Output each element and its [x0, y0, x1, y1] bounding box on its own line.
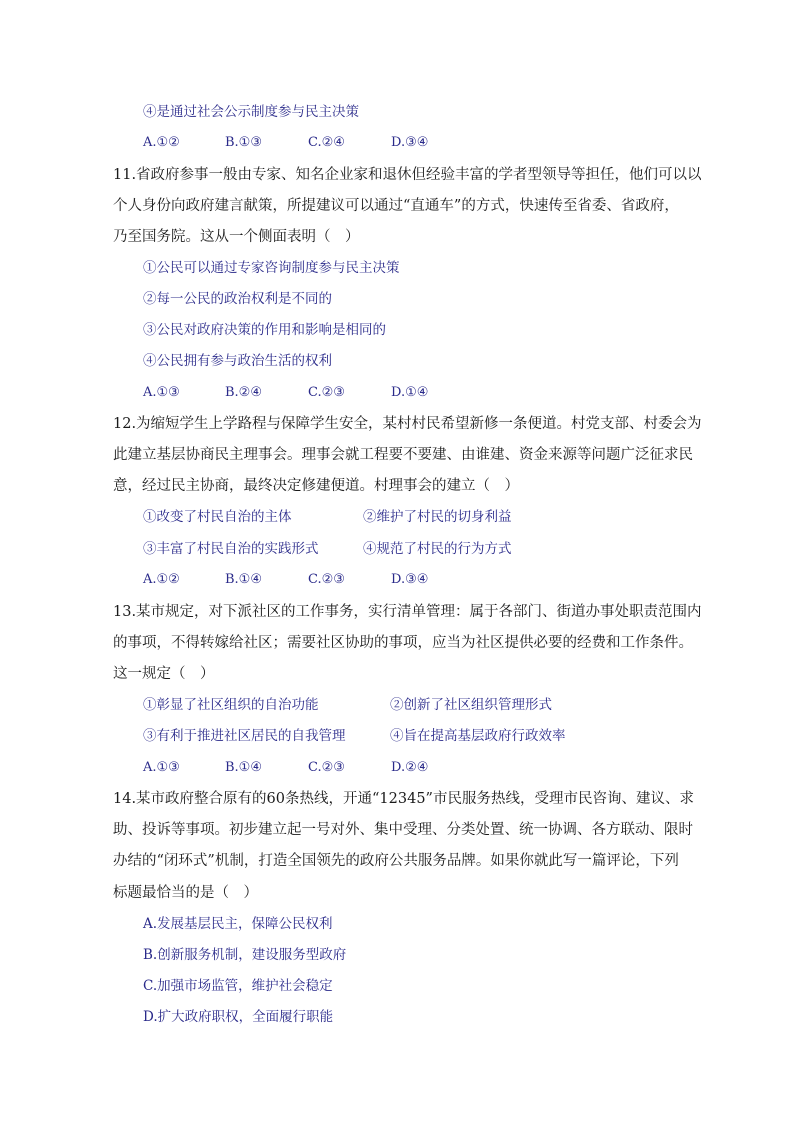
q14-option-c: C.加强市场监管，维护社会稳定 [143, 978, 333, 994]
q10-option-4: ④是通过社会公示制度参与民主决策 [143, 104, 359, 120]
q10-choice-d: D.③④ [391, 135, 429, 150]
q12-choice-d: D.③④ [391, 572, 429, 587]
q11-choice-a: A.①③ [143, 385, 180, 400]
q12-choice-c: C.②③ [308, 572, 345, 587]
q12-choice-b: B.①④ [225, 572, 262, 587]
q11-option-2: ②每一公民的政治权利是不同的 [143, 291, 332, 307]
q10-choice-b: B.①③ [225, 135, 262, 150]
q11-option-4: ④公民拥有参与政治生活的权利 [143, 353, 332, 369]
q11-choice-b: B.②④ [225, 385, 262, 400]
q11-stem-line-1: 11.省政府参事一般由专家、知名企业家和退休但经验丰富的学者型领导等担任，他们可以以 [113, 167, 702, 183]
q14-stem-line-4: 标题最恰当的是（ ） [113, 885, 258, 901]
q14-option-a: A.发展基层民主，保障公民权利 [143, 916, 333, 932]
q12-option-3: ③丰富了村民自治的实践形式 [143, 541, 319, 557]
q14-stem-line-3: 办结的“闭环式”机制，打造全国领先的政府公共服务品牌。如果你就此写一篇评论，下列 [113, 853, 679, 869]
q13-choice-d: D.②④ [391, 760, 429, 775]
q12-stem-line-3: 意，经过民主协商，最终决定修建便道。村理事会的建立（ ） [113, 478, 519, 494]
q13-option-4: ④旨在提高基层政府行政效率 [390, 728, 566, 744]
q11-choice-d: D.①④ [391, 385, 429, 400]
q12-stem-line-2: 此建立基层协商民主理事会。理事会就工程要不要建、由谁建、资金来源等问题广泛征求民 [113, 447, 693, 463]
q12-stem-line-1: 12.为缩短学生上学路程与保障学生安全，某村村民希望新修一条便道。村党支部、村委会为 [113, 416, 702, 432]
q10-choice-a: A.①② [143, 135, 180, 150]
q11-stem-line-2: 个人身份向政府建言献策，所提建议可以通过“直通车”的方式，快速传至省委、省政府， [113, 198, 679, 214]
q12-option-1: ①改变了村民自治的主体 [143, 509, 292, 525]
q11-option-3: ③公民对政府决策的作用和影响是相同的 [143, 322, 386, 338]
q11-option-1: ①公民可以通过专家咨询制度参与民主决策 [143, 260, 400, 276]
q13-option-3: ③有利于推进社区居民的自我管理 [143, 728, 346, 744]
q12-option-2: ②维护了村民的切身利益 [363, 509, 512, 525]
q14-option-b: B.创新服务机制，建设服务型政府 [143, 947, 347, 963]
q14-option-d: D.扩大政府职权，全面履行职能 [143, 1009, 334, 1025]
q13-choice-c: C.②③ [308, 760, 345, 775]
q13-choice-b: B.①④ [225, 760, 262, 775]
q10-choice-c: C.②④ [308, 135, 345, 150]
q13-choice-a: A.①③ [143, 760, 180, 775]
q13-stem-line-2: 的事项，不得转嫁给社区；需要社区协助的事项，应当为社区提供必要的经费和工作条件。 [113, 635, 693, 651]
q14-stem-line-2: 助、投诉等事项。初步建立起一号对外、集中受理、分类处置、统一协调、各方联动、限时 [113, 822, 693, 838]
q12-option-4: ④规范了村民的行为方式 [363, 541, 512, 557]
q12-choice-a: A.①② [143, 572, 180, 587]
q11-stem-line-3: 乃至国务院。这从一个侧面表明（ ） [113, 229, 360, 245]
q13-option-2: ②创新了社区组织管理形式 [390, 697, 552, 713]
q13-stem-line-1: 13.某市规定，对下派社区的工作事务，实行清单管理：属于各部门、街道办事处职责范围内 [113, 604, 702, 620]
q11-choice-c: C.②③ [308, 385, 345, 400]
q13-option-1: ①彰显了社区组织的自治功能 [143, 697, 319, 713]
q13-stem-line-3: 这一规定（ ） [113, 666, 215, 682]
q14-stem-line-1: 14.某市政府整合原有的60条热线，开通“12345”市民服务热线，受理市民咨询、建议、求 [113, 791, 694, 807]
